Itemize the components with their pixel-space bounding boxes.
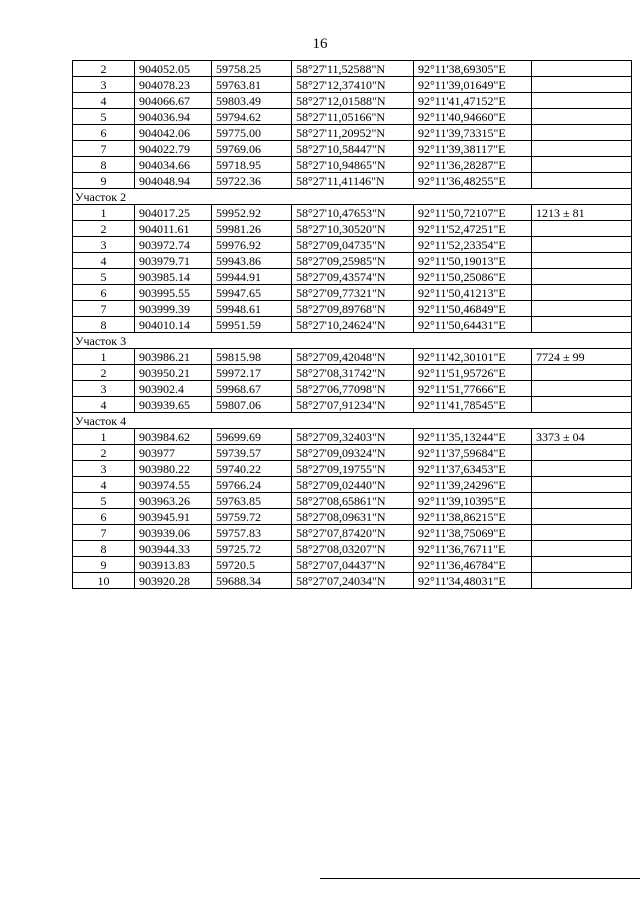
y-coordinate-cell: 59815.98 (212, 349, 292, 365)
area-cell (532, 525, 632, 541)
point-number-cell: 8 (73, 317, 135, 333)
area-cell (532, 365, 632, 381)
y-coordinate-cell: 59952.92 (212, 205, 292, 221)
x-coordinate-cell: 903985.14 (135, 269, 212, 285)
longitude-cell: 92°11'37,59684"E (414, 445, 532, 461)
area-cell: 3373 ± 04 (532, 429, 632, 445)
y-coordinate-cell: 59739.57 (212, 445, 292, 461)
area-cell (532, 253, 632, 269)
y-coordinate-cell: 59976.92 (212, 237, 292, 253)
point-number-cell: 9 (73, 557, 135, 573)
table-row (73, 317, 632, 333)
area-cell (532, 61, 632, 77)
table-row (73, 381, 632, 397)
section-title: Участок 2 (73, 189, 632, 205)
x-coordinate-cell: 904052.05 (135, 61, 212, 77)
y-coordinate-cell: 59794.62 (212, 109, 292, 125)
latitude-cell: 58°27'11,05166"N (292, 109, 414, 125)
coordinates-table (72, 60, 632, 589)
table-row (73, 237, 632, 253)
longitude-cell: 92°11'50,72107"E (414, 205, 532, 221)
y-coordinate-cell: 59972.17 (212, 365, 292, 381)
latitude-cell: 58°27'11,20952"N (292, 125, 414, 141)
area-cell (532, 125, 632, 141)
table-row (73, 93, 632, 109)
table-row (73, 157, 632, 173)
longitude-cell: 92°11'38,86215"E (414, 509, 532, 525)
latitude-cell: 58°27'08,65861"N (292, 493, 414, 509)
y-coordinate-cell: 59740.22 (212, 461, 292, 477)
latitude-cell: 58°27'07,04437"N (292, 557, 414, 573)
area-cell: 1213 ± 81 (532, 205, 632, 221)
table-row (73, 221, 632, 237)
y-coordinate-cell: 59944.91 (212, 269, 292, 285)
section-header-row (73, 189, 632, 205)
y-coordinate-cell: 59759.72 (212, 509, 292, 525)
longitude-cell: 92°11'52,23354"E (414, 237, 532, 253)
y-coordinate-cell: 59763.81 (212, 77, 292, 93)
area-cell (532, 461, 632, 477)
latitude-cell: 58°27'10,24624"N (292, 317, 414, 333)
area-cell (532, 573, 632, 589)
y-coordinate-cell: 59807.06 (212, 397, 292, 413)
x-coordinate-cell: 903972.74 (135, 237, 212, 253)
point-number-cell: 4 (73, 477, 135, 493)
area-cell (532, 269, 632, 285)
point-number-cell: 2 (73, 365, 135, 381)
point-number-cell: 7 (73, 301, 135, 317)
longitude-cell: 92°11'35,13244"E (414, 429, 532, 445)
x-coordinate-cell: 904034.66 (135, 157, 212, 173)
x-coordinate-cell: 904036.94 (135, 109, 212, 125)
table-row (73, 445, 632, 461)
table-row (73, 461, 632, 477)
table-row (73, 525, 632, 541)
point-number-cell: 3 (73, 77, 135, 93)
area-cell (532, 141, 632, 157)
y-coordinate-cell: 59948.61 (212, 301, 292, 317)
x-coordinate-cell: 903984.62 (135, 429, 212, 445)
point-number-cell: 1 (73, 349, 135, 365)
x-coordinate-cell: 903920.28 (135, 573, 212, 589)
x-coordinate-cell: 904078.23 (135, 77, 212, 93)
latitude-cell: 58°27'09,42048"N (292, 349, 414, 365)
table-row (73, 205, 632, 221)
point-number-cell: 8 (73, 157, 135, 173)
area-cell (532, 493, 632, 509)
longitude-cell: 92°11'39,01649"E (414, 77, 532, 93)
latitude-cell: 58°27'08,09631"N (292, 509, 414, 525)
longitude-cell: 92°11'52,47251"E (414, 221, 532, 237)
point-number-cell: 6 (73, 285, 135, 301)
latitude-cell: 58°27'10,47653"N (292, 205, 414, 221)
longitude-cell: 92°11'39,10395"E (414, 493, 532, 509)
longitude-cell: 92°11'36,28287"E (414, 157, 532, 173)
longitude-cell: 92°11'36,48255"E (414, 173, 532, 189)
latitude-cell: 58°27'10,94865"N (292, 157, 414, 173)
longitude-cell: 92°11'50,41213"E (414, 285, 532, 301)
x-coordinate-cell: 904042.06 (135, 125, 212, 141)
longitude-cell: 92°11'42,30101"E (414, 349, 532, 365)
table-row (73, 141, 632, 157)
y-coordinate-cell: 59722.36 (212, 173, 292, 189)
y-coordinate-cell: 59943.86 (212, 253, 292, 269)
point-number-cell: 4 (73, 397, 135, 413)
longitude-cell: 92°11'34,48031"E (414, 573, 532, 589)
table-row (73, 493, 632, 509)
table-row (73, 173, 632, 189)
x-coordinate-cell: 904048.94 (135, 173, 212, 189)
table-row (73, 301, 632, 317)
table-row (73, 509, 632, 525)
x-coordinate-cell: 903980.22 (135, 461, 212, 477)
x-coordinate-cell: 903977 (135, 445, 212, 461)
longitude-cell: 92°11'51,95726"E (414, 365, 532, 381)
latitude-cell: 58°27'10,30520"N (292, 221, 414, 237)
latitude-cell: 58°27'11,52588"N (292, 61, 414, 77)
longitude-cell: 92°11'50,64431"E (414, 317, 532, 333)
area-cell (532, 109, 632, 125)
footer-divider (320, 878, 640, 879)
y-coordinate-cell: 59951.59 (212, 317, 292, 333)
point-number-cell: 3 (73, 381, 135, 397)
latitude-cell: 58°27'08,31742"N (292, 365, 414, 381)
longitude-cell: 92°11'40,94660"E (414, 109, 532, 125)
point-number-cell: 2 (73, 221, 135, 237)
longitude-cell: 92°11'37,63453"E (414, 461, 532, 477)
latitude-cell: 58°27'09,02440"N (292, 477, 414, 493)
longitude-cell: 92°11'38,75069"E (414, 525, 532, 541)
area-cell (532, 77, 632, 93)
x-coordinate-cell: 904017.25 (135, 205, 212, 221)
area-cell (532, 285, 632, 301)
latitude-cell: 58°27'09,25985"N (292, 253, 414, 269)
point-number-cell: 4 (73, 253, 135, 269)
longitude-cell: 92°11'41,47152"E (414, 93, 532, 109)
area-cell (532, 509, 632, 525)
table-row (73, 573, 632, 589)
x-coordinate-cell: 903963.26 (135, 493, 212, 509)
section-header-row (73, 333, 632, 349)
latitude-cell: 58°27'11,41146"N (292, 173, 414, 189)
latitude-cell: 58°27'09,32403"N (292, 429, 414, 445)
area-cell: 7724 ± 99 (532, 349, 632, 365)
latitude-cell: 58°27'09,04735"N (292, 237, 414, 253)
page-number: 16 (312, 36, 328, 52)
y-coordinate-cell: 59718.95 (212, 157, 292, 173)
point-number-cell: 6 (73, 509, 135, 525)
latitude-cell: 58°27'06,77098"N (292, 381, 414, 397)
area-cell (532, 477, 632, 493)
x-coordinate-cell: 904010.14 (135, 317, 212, 333)
section-header-row (73, 413, 632, 429)
latitude-cell: 58°27'07,87420"N (292, 525, 414, 541)
point-number-cell: 5 (73, 493, 135, 509)
point-number-cell: 4 (73, 93, 135, 109)
point-number-cell: 3 (73, 461, 135, 477)
latitude-cell: 58°27'09,43574"N (292, 269, 414, 285)
x-coordinate-cell: 904011.61 (135, 221, 212, 237)
area-cell (532, 157, 632, 173)
area-cell (532, 445, 632, 461)
point-number-cell: 5 (73, 109, 135, 125)
table-row (73, 61, 632, 77)
longitude-cell: 92°11'39,24296"E (414, 477, 532, 493)
x-coordinate-cell: 903939.65 (135, 397, 212, 413)
point-number-cell: 1 (73, 205, 135, 221)
latitude-cell: 58°27'09,19755"N (292, 461, 414, 477)
point-number-cell: 3 (73, 237, 135, 253)
x-coordinate-cell: 903945.91 (135, 509, 212, 525)
y-coordinate-cell: 59775.00 (212, 125, 292, 141)
latitude-cell: 58°27'09,09324"N (292, 445, 414, 461)
longitude-cell: 92°11'39,73315"E (414, 125, 532, 141)
y-coordinate-cell: 59766.24 (212, 477, 292, 493)
point-number-cell: 9 (73, 173, 135, 189)
y-coordinate-cell: 59720.5 (212, 557, 292, 573)
table-body (73, 61, 632, 589)
table-row (73, 125, 632, 141)
area-cell (532, 173, 632, 189)
section-title: Участок 3 (73, 333, 632, 349)
table-row (73, 365, 632, 381)
x-coordinate-cell: 903939.06 (135, 525, 212, 541)
longitude-cell: 92°11'39,38117"E (414, 141, 532, 157)
x-coordinate-cell: 903986.21 (135, 349, 212, 365)
y-coordinate-cell: 59968.67 (212, 381, 292, 397)
area-cell (532, 301, 632, 317)
longitude-cell: 92°11'36,46784"E (414, 557, 532, 573)
latitude-cell: 58°27'10,58447"N (292, 141, 414, 157)
table-row (73, 269, 632, 285)
longitude-cell: 92°11'50,19013"E (414, 253, 532, 269)
longitude-cell: 92°11'50,25086"E (414, 269, 532, 285)
x-coordinate-cell: 904022.79 (135, 141, 212, 157)
x-coordinate-cell: 903944.33 (135, 541, 212, 557)
area-cell (532, 541, 632, 557)
table-row (73, 397, 632, 413)
latitude-cell: 58°27'12,37410"N (292, 77, 414, 93)
x-coordinate-cell: 903974.55 (135, 477, 212, 493)
point-number-cell: 8 (73, 541, 135, 557)
latitude-cell: 58°27'07,91234"N (292, 397, 414, 413)
y-coordinate-cell: 59757.83 (212, 525, 292, 541)
x-coordinate-cell: 903999.39 (135, 301, 212, 317)
area-cell (532, 237, 632, 253)
point-number-cell: 7 (73, 525, 135, 541)
longitude-cell: 92°11'50,46849"E (414, 301, 532, 317)
table-row (73, 429, 632, 445)
y-coordinate-cell: 59981.26 (212, 221, 292, 237)
x-coordinate-cell: 903902.4 (135, 381, 212, 397)
point-number-cell: 10 (73, 573, 135, 589)
section-title: Участок 4 (73, 413, 632, 429)
y-coordinate-cell: 59699.69 (212, 429, 292, 445)
area-cell (532, 221, 632, 237)
table-row (73, 557, 632, 573)
table-row (73, 77, 632, 93)
longitude-cell: 92°11'38,69305"E (414, 61, 532, 77)
longitude-cell: 92°11'51,77666"E (414, 381, 532, 397)
y-coordinate-cell: 59947.65 (212, 285, 292, 301)
table-row (73, 349, 632, 365)
x-coordinate-cell: 903950.21 (135, 365, 212, 381)
point-number-cell: 5 (73, 269, 135, 285)
table-row (73, 477, 632, 493)
area-cell (532, 557, 632, 573)
point-number-cell: 6 (73, 125, 135, 141)
longitude-cell: 92°11'41,78545"E (414, 397, 532, 413)
y-coordinate-cell: 59763.85 (212, 493, 292, 509)
area-cell (532, 317, 632, 333)
latitude-cell: 58°27'12,01588"N (292, 93, 414, 109)
area-cell (532, 381, 632, 397)
y-coordinate-cell: 59758.25 (212, 61, 292, 77)
longitude-cell: 92°11'36,76711"E (414, 541, 532, 557)
point-number-cell: 2 (73, 445, 135, 461)
x-coordinate-cell: 903995.55 (135, 285, 212, 301)
table-row (73, 285, 632, 301)
latitude-cell: 58°27'09,89768"N (292, 301, 414, 317)
y-coordinate-cell: 59803.49 (212, 93, 292, 109)
area-cell (532, 397, 632, 413)
latitude-cell: 58°27'09,77321"N (292, 285, 414, 301)
point-number-cell: 1 (73, 429, 135, 445)
table-row (73, 541, 632, 557)
y-coordinate-cell: 59725.72 (212, 541, 292, 557)
x-coordinate-cell: 903913.83 (135, 557, 212, 573)
latitude-cell: 58°27'08,03207"N (292, 541, 414, 557)
x-coordinate-cell: 904066.67 (135, 93, 212, 109)
latitude-cell: 58°27'07,24034"N (292, 573, 414, 589)
x-coordinate-cell: 903979.71 (135, 253, 212, 269)
table-row (73, 109, 632, 125)
y-coordinate-cell: 59769.06 (212, 141, 292, 157)
table-row (73, 253, 632, 269)
point-number-cell: 2 (73, 61, 135, 77)
area-cell (532, 93, 632, 109)
y-coordinate-cell: 59688.34 (212, 573, 292, 589)
point-number-cell: 7 (73, 141, 135, 157)
